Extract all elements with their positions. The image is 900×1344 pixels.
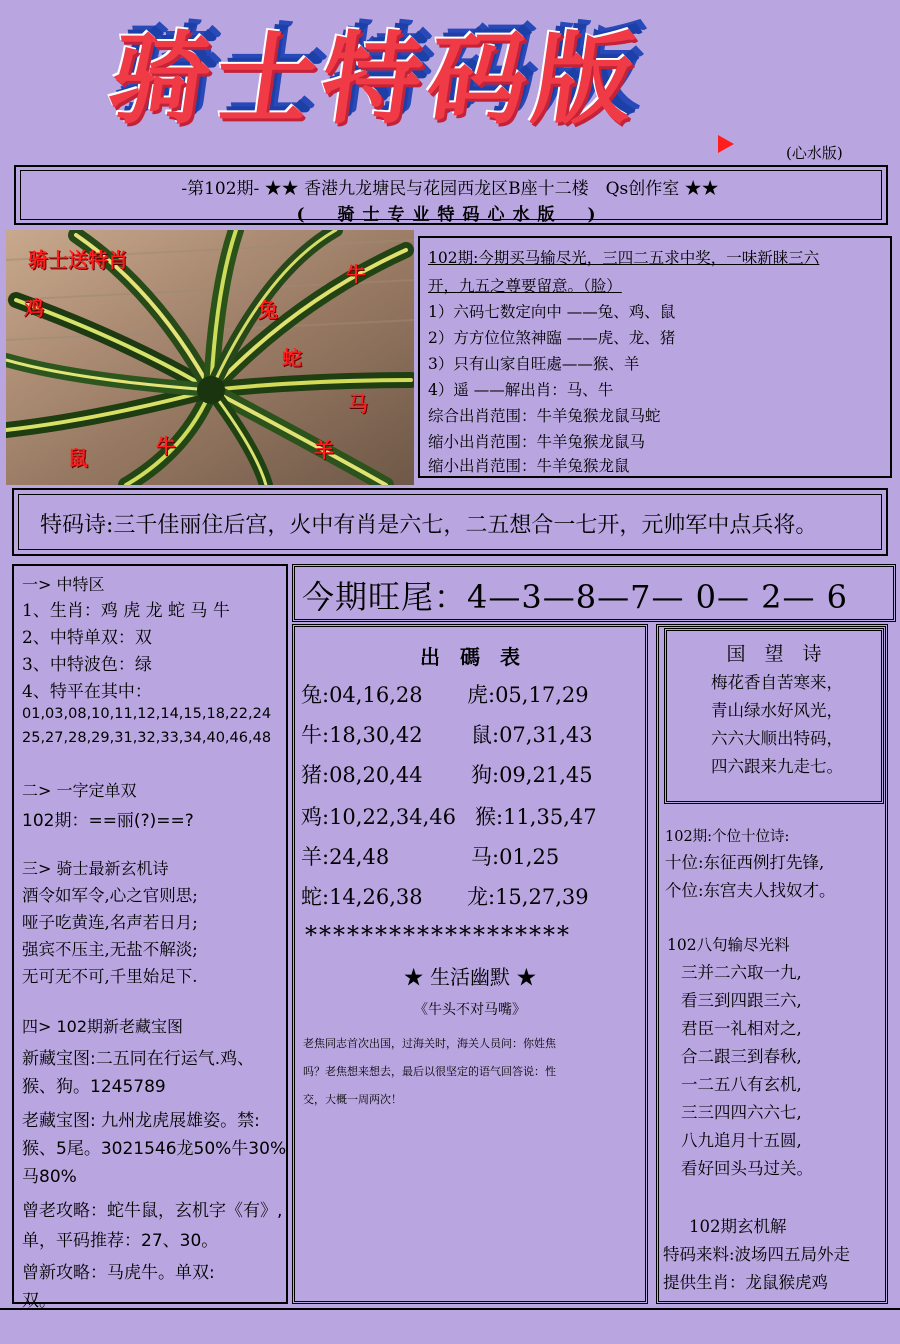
info-item: 4）遥 ——解出肖：马、牛: [428, 381, 614, 399]
info-item: 2）方方位位煞神臨 ——虎、龙、猪: [428, 329, 676, 347]
mystic-poem-line: 强宾不压主,无盐不解淡;: [22, 940, 198, 959]
table-cell: 牛:18,30,42: [301, 723, 423, 747]
old-strategy-2: 单，平码推荐：27、30。: [22, 1231, 219, 1251]
info-range: 综合出肖范围：牛羊兔猴龙鼠马蛇: [428, 407, 661, 425]
new-strategy-2: 双。: [22, 1291, 56, 1311]
table-cell: 狗:09,21,45: [471, 763, 593, 787]
treasure-map-old-2: 猴、5尾。3021546龙50%牛30%: [22, 1139, 287, 1159]
eight-lines-line: 看三到四跟三六,: [681, 991, 802, 1010]
eight-lines-title: 102八句输尽光料: [667, 936, 790, 954]
national-poem-line: 四六跟来九走七。: [711, 757, 843, 776]
arrow-icon: [718, 135, 734, 153]
tail-number-text: 今期旺尾：4—3—8—7— 0— 2— 6: [302, 578, 849, 616]
plant-label-rooster: 鸡: [24, 296, 44, 320]
plant-label-title: 骑士送特肖: [28, 248, 128, 272]
humor-text-1: 老焦同志首次出国，过海关时，海关人员问：你姓焦: [303, 1037, 556, 1050]
info-line-1: 102期:今期买马输尽光，三四二五求中奖，一味新睐三六: [428, 249, 820, 267]
table-cell: 马:01,25: [471, 845, 560, 869]
table-cell: 龙:15,27,39: [467, 885, 589, 909]
eight-lines-line: 君臣一礼相对之,: [681, 1019, 802, 1038]
plant-label-rat: 鼠: [68, 446, 88, 470]
numbers-row-1: 01,03,08,10,11,12,14,15,18,22,24: [22, 706, 272, 722]
table-cell: 虎:05,17,29: [467, 683, 589, 707]
national-poem-line: 青山绿水好风光，: [711, 701, 843, 720]
section-2-text: 102期：==丽(?)==?: [22, 811, 194, 831]
new-strategy-1: 曾新攻略：马虎牛。单双:: [22, 1263, 215, 1283]
humor-text-3: 交，大概一周两次！: [303, 1093, 402, 1106]
eight-lines-line: 看好回头马过关。: [681, 1159, 813, 1178]
section-2-title: 二> 一字定单双: [22, 781, 137, 800]
info-line-2: 开，九五之尊要留意。（脸）: [428, 277, 622, 295]
digit-poem-title: 102期:个位十位诗:: [665, 829, 790, 845]
numbers-row-2: 25,27,28,29,31,32,33,34,40,46,48: [22, 730, 272, 746]
table-title: 出 碼 表: [420, 645, 520, 669]
table-cell: 羊:24,48: [301, 845, 390, 869]
table-cell: 猪:08,20,44: [301, 763, 423, 787]
header-line-1: -第102期- ★★ 香港九龙塘民与花园西龙区B座十二楼 Qs创作室 ★★: [181, 179, 719, 199]
table-cell: 鼠:07,31,43: [471, 723, 593, 747]
title-banner: [101, 10, 730, 160]
national-poem-title: 国 望 诗: [726, 643, 822, 665]
table-cell: 蛇:14,26,38: [301, 885, 423, 909]
eight-lines-line: 三三四四六六七,: [681, 1103, 802, 1122]
eight-lines-line: 一二五八有玄机,: [681, 1075, 802, 1094]
odd-even-line: 2、中特单双：双: [22, 628, 152, 648]
plant-label-goat: 羊: [314, 438, 334, 462]
national-poem-box: [664, 628, 884, 804]
zodiac-line: 1、生肖：鸡 虎 龙 蛇 马 牛: [22, 601, 230, 621]
header-line-2: ( 骑士专业特码心水版 ): [296, 205, 604, 225]
number-table: [292, 624, 648, 1304]
stars-divider: *******************: [305, 921, 571, 949]
info-item: 1）六码七数定向中 ——兔、鸡、鼠: [428, 303, 676, 321]
treasure-map-new-1: 新藏宝图:二五同在行运气.鸡、: [22, 1049, 255, 1069]
plant-label-snake: 蛇: [282, 346, 302, 370]
plant-label-ox-2: 牛: [156, 434, 176, 458]
humor-title: ★ 生活幽默 ★: [403, 965, 537, 989]
plant-label-ox-1: 牛: [346, 262, 366, 286]
digit-poem-units: 个位:东宫夫人找奴才。: [665, 881, 836, 900]
table-cell: 鸡:10,22,34,46: [301, 805, 456, 829]
national-poem-line: 六六大顺出特码，: [711, 729, 843, 748]
info-range: 缩小出肖范围：牛羊兔猴龙鼠马: [428, 433, 646, 451]
section-3-title: 三> 骑士最新玄机诗: [22, 859, 169, 878]
eight-lines-line: 八九追月十五圆,: [681, 1131, 802, 1150]
plant-photo: [6, 230, 414, 485]
edition-label: (心水版): [786, 144, 843, 162]
wave-color-line: 3、中特波色：绿: [22, 655, 152, 675]
treasure-map-old-3: 马80%: [22, 1167, 77, 1187]
treasure-map-new-2: 猴、狗。1245789: [22, 1077, 166, 1097]
mystic-source: 特码来料:波场四五局外走: [663, 1245, 851, 1264]
old-strategy-1: 曾老攻略：蛇牛鼠，玄机字《有》,: [22, 1201, 283, 1221]
humor-subtitle: 《牛头不对马嘴》: [414, 1002, 526, 1018]
table-cell: 兔:04,16,28: [301, 683, 423, 707]
poem-text: 特码诗:三千佳丽住后宫，火中有肖是六七，二五想合一七开，元帅军中点兵将。: [40, 513, 818, 538]
info-box: [418, 236, 892, 478]
eight-lines-line: 合二跟三到春秋,: [681, 1047, 802, 1066]
mystic-poem-line: 酒令如军令,心之官则思;: [22, 886, 198, 905]
info-range: 缩小出肖范围：牛羊兔猴龙鼠: [428, 457, 630, 475]
plant-label-horse: 马: [348, 392, 368, 416]
humor-text-2: 吗？老焦想来想去，最后以很坚定的语气回答说：性: [303, 1065, 556, 1078]
mystic-poem-line: 哑子吃黄连,名声若日月;: [22, 913, 198, 932]
mystic-zodiac: 提供生肖：龙鼠猴虎鸡: [663, 1273, 828, 1292]
section-1-title: 一> 中特区: [22, 575, 105, 594]
mystic-title: 102期玄机解: [689, 1217, 787, 1236]
section-4-title: 四> 102期新老藏宝图: [22, 1017, 184, 1036]
plant-label-rabbit: 兔: [258, 298, 278, 322]
numbers-label: 4、特平在其中：: [22, 682, 152, 702]
eight-lines-line: 三并二六取一九,: [681, 963, 802, 982]
treasure-map-old-1: 老藏宝图: 九州龙虎展雄姿。禁:: [22, 1111, 260, 1131]
page-title: 骑士特码版: [101, 21, 649, 138]
bottom-strip: [0, 1308, 900, 1344]
table-cell: 猴:11,35,47: [475, 805, 597, 829]
digit-poem-tens: 十位:东征西例打先锋,: [665, 853, 825, 872]
left-column: [12, 564, 288, 1311]
mystic-poem-line: 无可无不可,千里始足下.: [22, 967, 198, 986]
info-item: 3）只有山家自旺處——猴、羊: [428, 355, 640, 373]
national-poem-line: 梅花香自苦寒来，: [711, 673, 843, 692]
